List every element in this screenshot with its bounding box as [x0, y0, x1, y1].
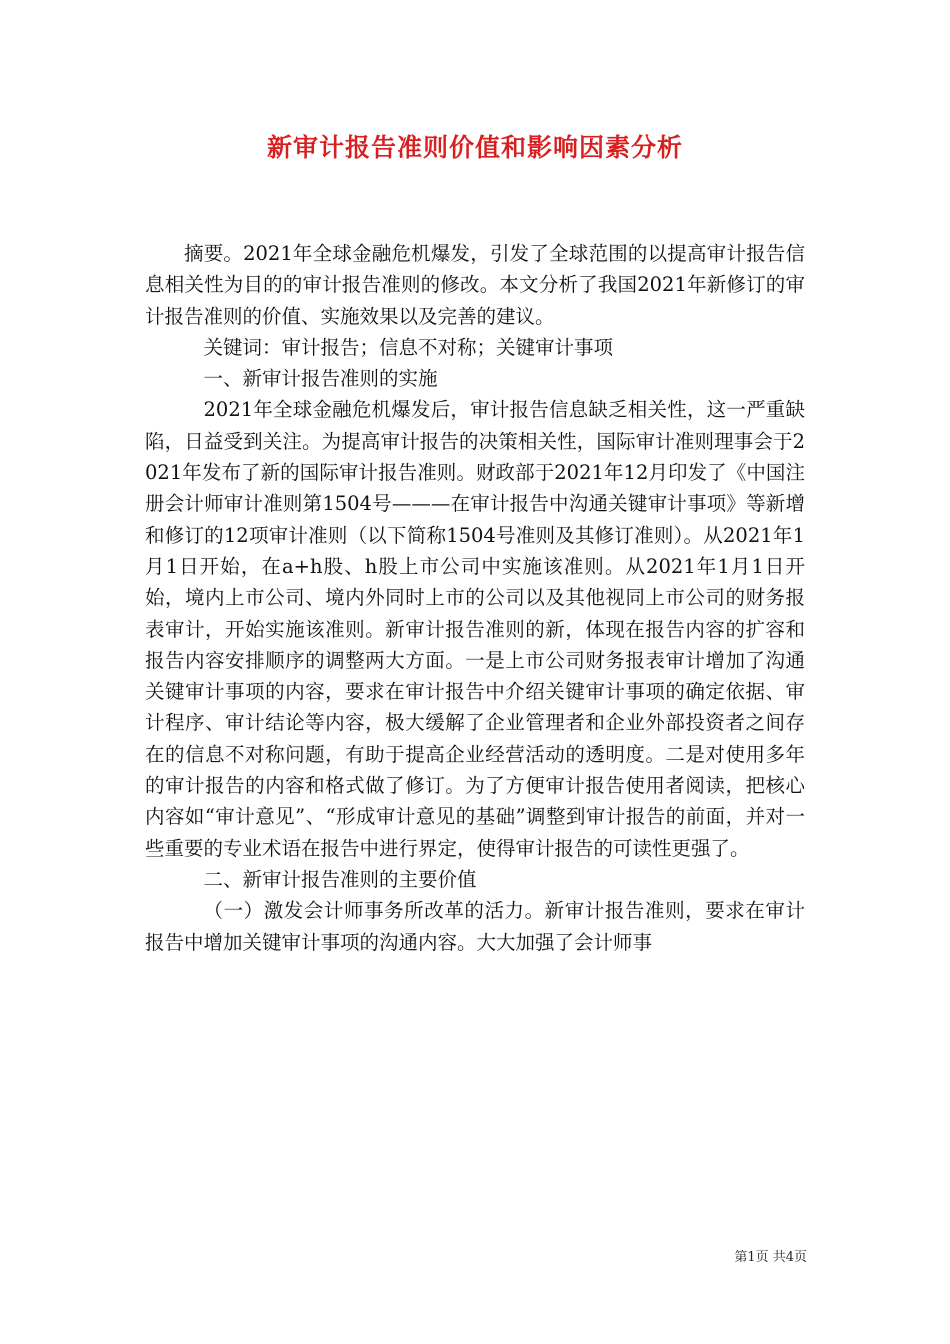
section-heading-2: 二、新审计报告准则的主要价值	[203, 867, 477, 891]
keywords-paragraph: 关键词：审计报告；信息不对称；关键审计事项	[203, 335, 614, 359]
body-paragraph: （一）激发会计师事务所改革的活力。新审计报告准则，要求在审计报告中增加关键审计事项的沟通内容。大大加强了会计师事	[145, 899, 805, 954]
body-paragraph: 2021年全球金融危机爆发后，审计报告信息缺乏相关性，这一严重缺陷，日益受到关注。为提高审计报告的决策相关性，国际审计准则理事会于2021年发布了新的国际审计报告准则。财政部于2021年12月印发了《中国注册会计师审计准则第1504号———在审计报告中沟通关键审计事项》等新增和修订的12项审计准则（以下简称1504号准则及其修订准则）。从2021年1月1日开始，在a+h股、h股上市公司中实施该准则。从2021年1月1日开始，境内上市公司、境内外同时上市的公司以及其他视同上市公司的财务报表审计，开始实施该准则。新审计报告准则的新，体现在报告内容的扩容和报告内容安排顺序的调整两大方面。一是上市公司财务报表审计增加了沟通关键审计事项的内容，要求在审计报告中介绍关键审计事项的确定依据、审计程序、审计结论等内容，极大缓解了企业管理者和企业外部投资者之间存在的信息不对称问题，有助于提高企业经营活动的透明度。二是对使用多年的审计报告的内容和格式做了修订。为了方便审计报告使用者阅读，把核心内容如“审计意见”、“形成审计意见的基础”调整到审计报告的前面，并对一些重要的专业术语在报告中进行界定，使得审计报告的可读性更强了。	[145, 398, 805, 860]
page-number: 第1页 共4页	[734, 1250, 807, 1265]
abstract-paragraph: 摘要。2021年全球金融危机爆发，引发了全球范围的以提高审计报告信息相关性为目的的审计报告准则的修改。本文分析了我国2021年新修订的审计报告准则的价值、实施效果以及完善的建议。	[145, 242, 805, 328]
document-body	[145, 238, 805, 958]
section-heading-1: 一、新审计报告准则的实施	[203, 367, 438, 391]
document-title: 新审计报告准则价值和影响因素分析	[266, 133, 683, 162]
